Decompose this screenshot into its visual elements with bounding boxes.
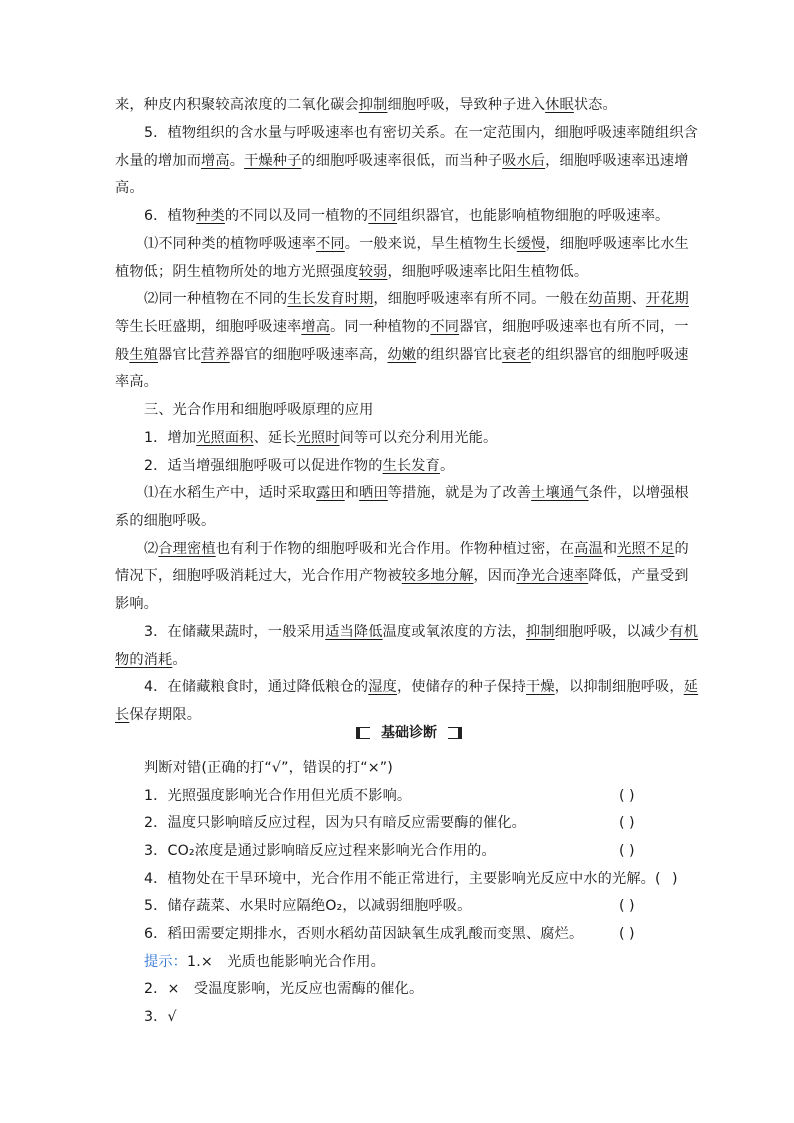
question-item: 1．光照强度影响光合作用但光质不影响。 bbox=[144, 788, 412, 804]
list-item: 1．增加光照面积、延长光照时间等可以充分利用光能。 bbox=[144, 430, 498, 446]
keyword: 幼苗期 bbox=[588, 291, 632, 307]
keyword: 湿度 bbox=[368, 679, 397, 695]
keyword: 抑制 bbox=[525, 624, 555, 640]
paragraph-line: 影响。 bbox=[115, 596, 159, 612]
paragraph-line: 长保存期限。 bbox=[115, 707, 202, 723]
keyword: 营养 bbox=[201, 347, 230, 363]
keyword: 开花期 bbox=[645, 291, 689, 307]
keyword: 缓慢 bbox=[516, 236, 546, 252]
answer-line: 3．√ bbox=[144, 1009, 177, 1025]
keyword: 衰老 bbox=[502, 347, 531, 363]
sub-item-line: ⑵合理密植也有利于作物的细胞呼吸和光合作用。作物种植过密，在高温和光照不足的 bbox=[144, 541, 689, 557]
keyword: 休眠 bbox=[545, 97, 574, 113]
keyword: 种类 bbox=[196, 208, 225, 224]
answer-blank[interactable]: ( ) bbox=[619, 843, 635, 859]
paragraph-line: 系的细胞呼吸。 bbox=[115, 513, 216, 529]
keyword: 长 bbox=[115, 707, 130, 723]
keyword: 生殖 bbox=[129, 347, 159, 363]
keyword: 延 bbox=[683, 679, 699, 695]
question-item: 5．储存蔬菜、水果时应隔绝O₂，以减弱细胞呼吸。 bbox=[144, 898, 472, 914]
item-6-line: 6．植物种类的不同以及同一植物的不同组织器官，也能影响植物细胞的呼吸速率。 bbox=[144, 208, 670, 224]
sub-item-line: ⑴不同种类的植物呼吸速率不同。一般来说，旱生植物生长缓慢，细胞呼吸速率比水生 bbox=[144, 236, 689, 252]
keyword: 增高 bbox=[301, 319, 331, 335]
keyword: 有机 bbox=[669, 624, 699, 640]
paragraph-line: 情况下，细胞呼吸消耗过大，光合作用产物被较多地分解，因而净光合速率降低，产量受到 bbox=[115, 568, 689, 584]
keyword: 幼嫩 bbox=[387, 347, 417, 363]
paragraph-line: 等生长旺盛期，细胞呼吸速率增高。同一种植物的不同器官，细胞呼吸速率也有所不同，一 bbox=[115, 319, 689, 335]
paragraph-line: 率高。 bbox=[115, 374, 159, 390]
sub-item-line: ⑵同一种植物在不同的生长发育时期，细胞呼吸速率有所不同。一般在幼苗期、开花期 bbox=[144, 291, 689, 307]
section-header-label: 基础诊断 bbox=[370, 724, 448, 742]
keyword: 较多地分解 bbox=[401, 568, 474, 584]
keyword: 土壤通气 bbox=[531, 485, 589, 501]
answer-blank[interactable]: ( ) bbox=[619, 788, 635, 804]
keyword: 干燥 bbox=[525, 679, 555, 695]
keyword: 不同 bbox=[368, 208, 397, 224]
keyword: 物的消耗 bbox=[115, 652, 173, 668]
keyword: 生长发育时期 bbox=[287, 291, 374, 307]
sub-item-line: ⑴在水稻生产中，适时采取露田和晒田等措施，就是为了改善土壤通气条件，以增强根 bbox=[144, 485, 689, 501]
answer-blank[interactable]: ( ) bbox=[619, 815, 635, 831]
hint-line: 提示：1.× 光质也能影响光合作用。 bbox=[144, 954, 385, 970]
keyword: 净光合速率 bbox=[516, 568, 589, 584]
answer-blank-close[interactable]: ) bbox=[672, 871, 678, 887]
question-item: 6．稻田需要定期排水，否则水稻幼苗因缺氧生成乳酸而变黑、腐烂。 bbox=[144, 926, 584, 942]
instruction-text: 判断对错(正确的打“√”，错误的打“×”) bbox=[144, 760, 393, 776]
item-5-line: 5．植物组织的含水量与呼吸速率也有密切关系。在一定范围内，细胞呼吸速率随组织含 bbox=[144, 125, 699, 141]
keyword: 晒田 bbox=[359, 485, 388, 501]
keyword: 吸水后 bbox=[502, 153, 546, 169]
paragraph-line: 水量的增加而增高。干燥种子的细胞呼吸速率很低，而当种子吸水后，细胞呼吸速率迅速增 bbox=[115, 153, 689, 169]
bar-cap bbox=[458, 727, 462, 738]
keyword: 增高 bbox=[201, 153, 230, 169]
keyword: 较弱 bbox=[358, 264, 388, 280]
paragraph-line: 来，种皮内积聚较高浓度的二氧化碳会抑制细胞呼吸，导致种子进入休眠状态。 bbox=[115, 97, 617, 113]
keyword: 光照时 bbox=[296, 430, 340, 446]
question-item: 3．CO₂浓度是通过影响暗反应过程来影响光合作用的。 bbox=[144, 843, 496, 859]
hint-label: 提示： bbox=[144, 954, 188, 970]
question-item: 4．植物处在干旱环境中，光合作用不能正常进行，主要影响光反应中水的光解。( bbox=[144, 871, 661, 887]
paragraph-line: 般生殖器官比营养器官的细胞呼吸速率高，幼嫩的组织器官比衰老的组织器官的细胞呼吸速 bbox=[115, 347, 689, 363]
keyword: 干燥种子 bbox=[244, 153, 302, 169]
section-title: 三、光合作用和细胞呼吸原理的应用 bbox=[144, 402, 374, 418]
paragraph-line: 植物低；阴生植物所处的地方光照强度较弱，细胞呼吸速率比阳生植物低。 bbox=[115, 264, 589, 280]
keyword: 抑制 bbox=[358, 97, 388, 113]
list-item: 2．适当增强细胞呼吸可以促进作物的生长发育。 bbox=[144, 458, 455, 474]
answer-blank[interactable]: ( ) bbox=[619, 926, 635, 942]
paragraph-line: 物的消耗。 bbox=[115, 652, 187, 668]
keyword: 生长发育 bbox=[382, 458, 440, 474]
section-header-bar bbox=[356, 724, 462, 742]
question-item: 2．温度只影响暗反应过程，因为只有暗反应需要酶的催化。 bbox=[144, 815, 526, 831]
keyword: 露田 bbox=[316, 485, 345, 501]
keyword: 不同 bbox=[316, 236, 345, 252]
answer-blank[interactable]: ( ) bbox=[619, 898, 635, 914]
paragraph-line: 高。 bbox=[115, 180, 144, 196]
list-item: 4．在储藏粮食时，通过降低粮仓的湿度，使储存的种子保持干燥，以抑制细胞呼吸，延 bbox=[144, 679, 699, 695]
keyword: 适当降低 bbox=[325, 624, 383, 640]
bar-cap bbox=[356, 727, 360, 738]
keyword: 不同 bbox=[430, 319, 460, 335]
answer-line: 2．× 受温度影响，光反应也需酶的催化。 bbox=[144, 981, 424, 997]
keyword: 高温 bbox=[574, 541, 603, 557]
keyword: 光照不足 bbox=[617, 541, 675, 557]
list-item: 3．在储藏果蔬时，一般采用适当降低温度或氧浓度的方法，抑制细胞呼吸，以减少有机 bbox=[144, 624, 699, 640]
keyword: 光照面积 bbox=[196, 430, 254, 446]
keyword: 合理密植 bbox=[158, 541, 216, 557]
